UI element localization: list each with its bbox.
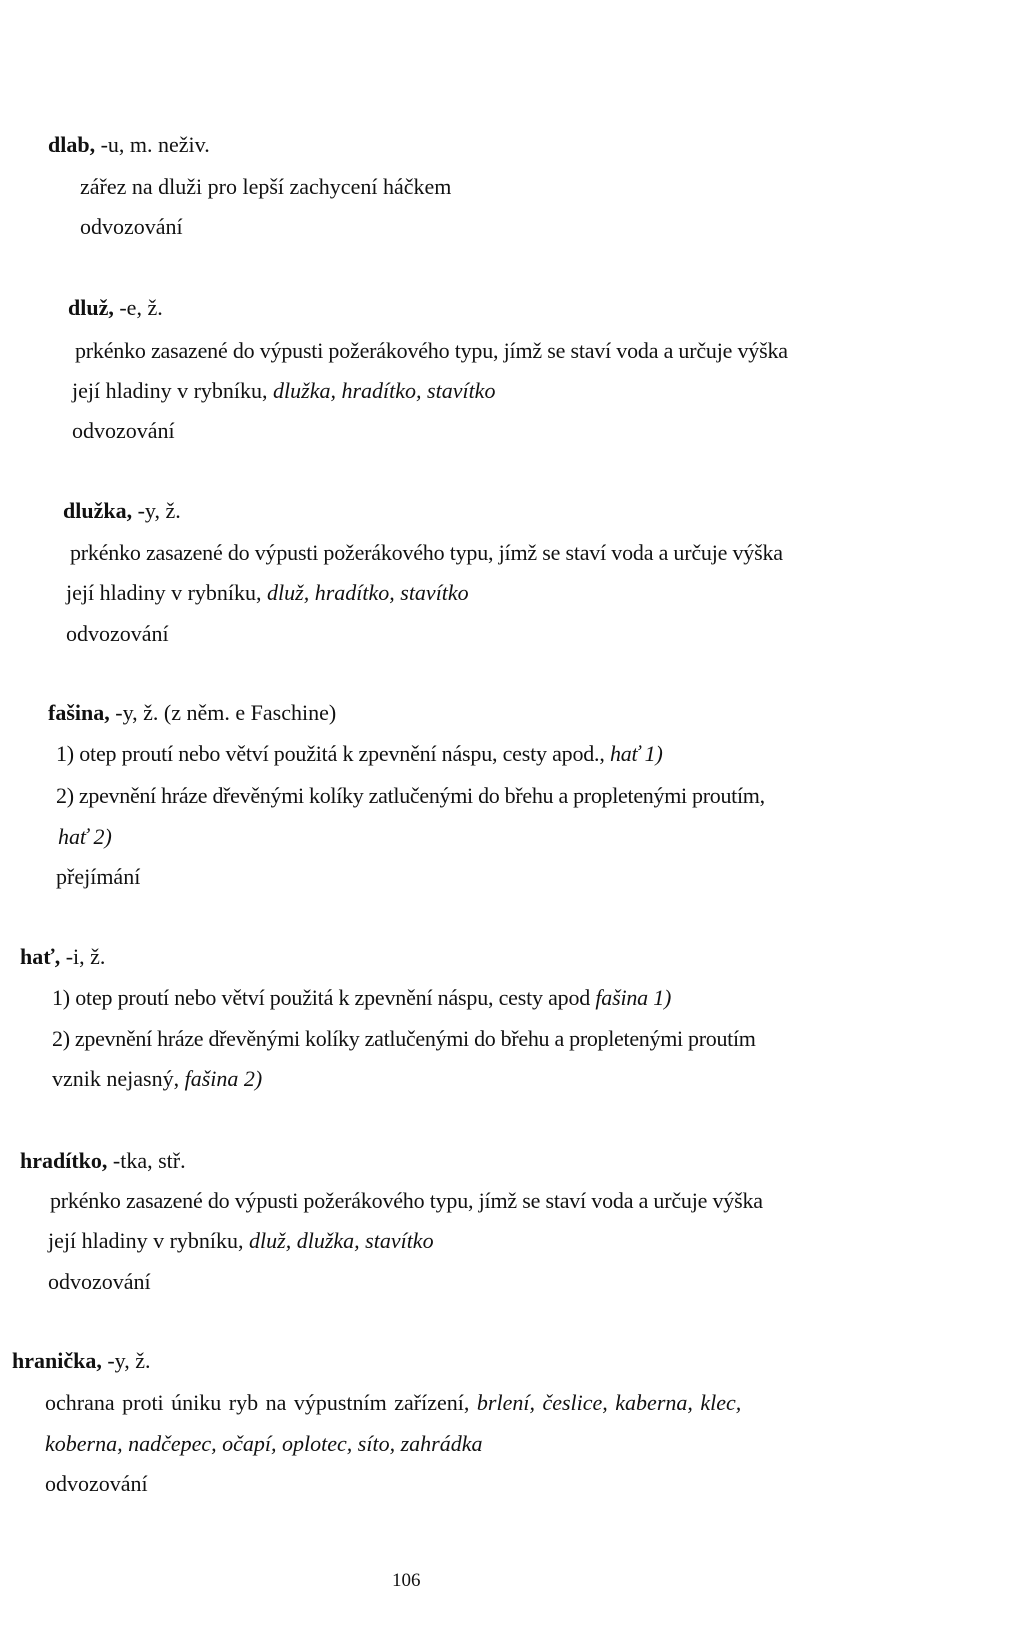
- entry-header: [48, 702, 336, 724]
- synonyms: koberna, nadčepec, očapí, oplotec, síto, zahrádka: [45, 1431, 483, 1456]
- origin: odvozování: [72, 418, 175, 443]
- headword: hať,: [20, 944, 61, 969]
- grammar-info: -e, ž.: [113, 295, 163, 320]
- entry-header: [20, 1150, 186, 1172]
- definition-text: ochrana proti úniku ryb na výpustním zařízení,: [45, 1390, 477, 1415]
- sense-1: [52, 987, 671, 1009]
- origin: [52, 1068, 262, 1090]
- grammar-info: -y, ž.: [132, 498, 181, 523]
- definition: prkénko zasazené do výpusti požerákového typu, jímž se staví voda a určuje výška: [50, 1188, 763, 1213]
- grammar-info: -y, ž.: [101, 1348, 151, 1373]
- headword: hranička,: [12, 1348, 102, 1373]
- entry-header: [68, 297, 163, 319]
- synonyms: brlení, česlice, kaberna, klec,: [476, 1390, 742, 1415]
- synonyms: dlužka, hradítko, stavítko: [273, 378, 496, 403]
- headword: dlab,: [48, 132, 96, 157]
- origin: odvozování: [48, 1269, 151, 1294]
- definition-text: její hladiny v rybníku,: [66, 580, 268, 605]
- definition: zářez na dluži pro lepší zachycení háčkem: [80, 174, 452, 199]
- definition: prkénko zasazené do výpusti požerákového typu, jímž se staví voda a určuje výška: [70, 540, 783, 565]
- sense-2: 2) zpevnění hráze dřevěnými kolíky zatlučenými do břehu a propletenými proutím: [52, 1026, 756, 1051]
- entry-header: [48, 134, 210, 156]
- grammar-info: -u, m. neživ.: [95, 132, 210, 157]
- definition-continued: [72, 380, 495, 402]
- grammar-info: -y, ž. (z něm. e Faschine): [109, 700, 337, 725]
- entry-header: [12, 1350, 151, 1372]
- sense-1: [56, 743, 663, 765]
- definition: [45, 1392, 741, 1414]
- headword: dluž,: [68, 295, 114, 320]
- cross-reference: fašina 2): [184, 1066, 263, 1091]
- definition-text: její hladiny v rybníku,: [48, 1228, 250, 1253]
- cross-reference: hať 2): [58, 824, 112, 849]
- definition-text: její hladiny v rybníku,: [72, 378, 274, 403]
- definition-continued: [66, 582, 469, 604]
- definition-continued: [48, 1230, 434, 1252]
- page-number: 106: [392, 1570, 421, 1591]
- origin: odvozování: [80, 214, 183, 239]
- entry-header: [20, 946, 105, 968]
- headword: fašina,: [48, 700, 110, 725]
- sense-2: 2) zpevnění hráze dřevěnými kolíky zatlučenými do břehu a propletenými proutím,: [56, 783, 765, 808]
- cross-reference: hať 1): [609, 741, 663, 766]
- sense-text: 1) otep proutí nebo větví použitá k zpevnění náspu, cesty apod: [52, 985, 596, 1010]
- origin: odvozování: [66, 621, 169, 646]
- synonyms: dluž, hradítko, stavítko: [267, 580, 469, 605]
- headword: hradítko,: [20, 1148, 108, 1173]
- origin-text: vznik nejasný,: [52, 1066, 185, 1091]
- sense-text: 1) otep proutí nebo větví použitá k zpevnění náspu, cesty apod.,: [56, 741, 610, 766]
- entry-header: [63, 500, 181, 522]
- grammar-info: -tka, stř.: [107, 1148, 186, 1173]
- synonyms: dluž, dlužka, stavítko: [249, 1228, 434, 1253]
- headword: dlužka,: [63, 498, 133, 523]
- origin: odvozování: [45, 1471, 148, 1496]
- grammar-info: -i, ž.: [60, 944, 106, 969]
- cross-reference: fašina 1): [595, 985, 672, 1010]
- origin: přejímání: [56, 864, 141, 889]
- definition: prkénko zasazené do výpusti požerákového typu, jímž se staví voda a určuje výška: [75, 338, 788, 363]
